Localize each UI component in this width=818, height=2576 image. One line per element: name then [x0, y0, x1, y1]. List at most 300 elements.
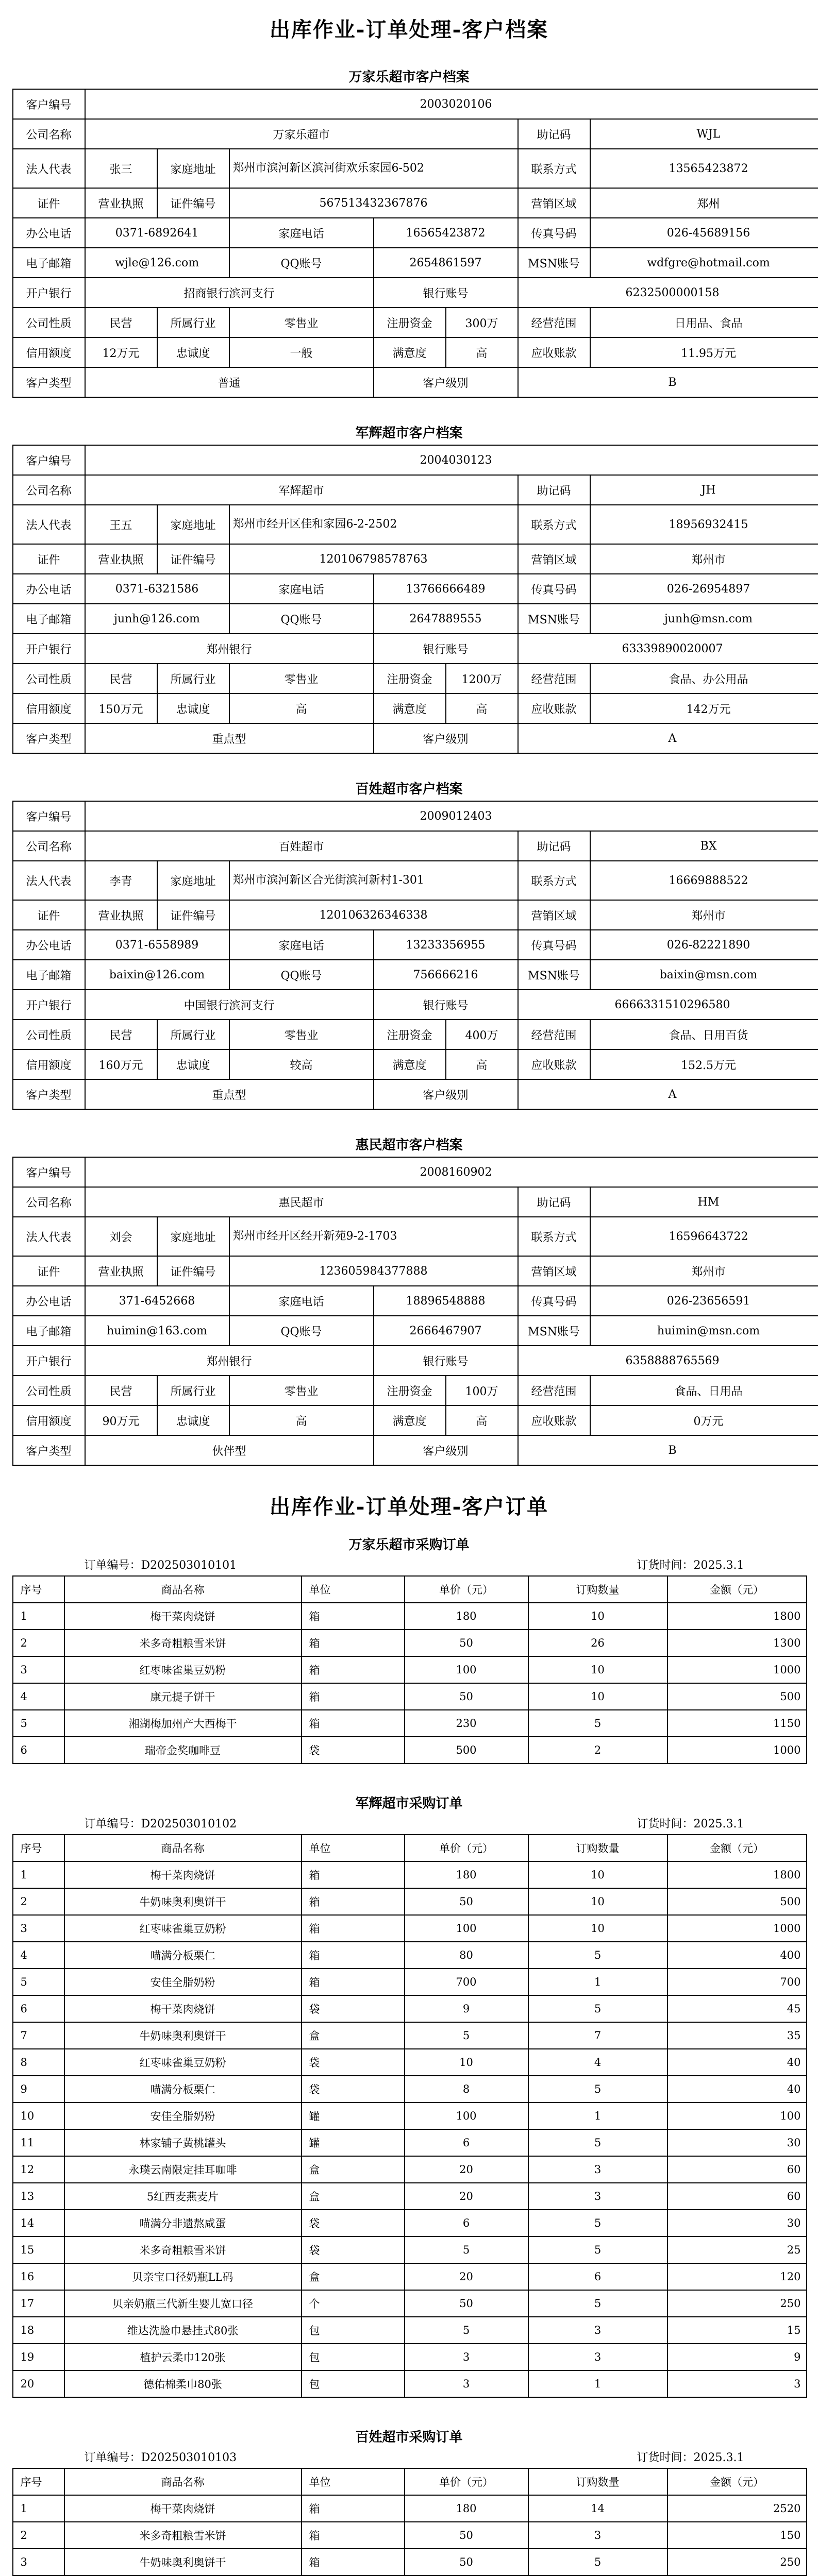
label-home-addr: 家庭地址 [157, 861, 229, 900]
profile-row [13, 831, 818, 861]
label-certificate: 证件 [13, 544, 85, 574]
order-title: 万家乐超市采购订单 [348, 1537, 470, 1553]
cell-amount: 100 [667, 2103, 807, 2129]
bank-value: 郑州银行 [85, 1346, 374, 1376]
cell-unit: 箱 [302, 1603, 405, 1630]
profile-row [13, 664, 818, 693]
loyalty-value: 较高 [229, 1049, 374, 1079]
order-title: 百姓超市采购订单 [355, 2430, 463, 2445]
cell-qty: 3 [528, 2183, 667, 2210]
label-legal-rep: 法人代表 [13, 149, 85, 188]
order-row [13, 2022, 807, 2049]
label-bank: 开户银行 [13, 990, 85, 1020]
label-qq: QQ账号 [229, 248, 374, 278]
cell-amount: 700 [667, 1969, 807, 1995]
loyalty-value: 高 [229, 693, 374, 723]
profile-title: 军辉超市客户档案 [355, 426, 463, 441]
home-phone-value: 13766666489 [374, 574, 518, 604]
cert-no-value: 567513432367876 [229, 188, 518, 218]
cell-qty: 3 [528, 2344, 667, 2370]
order-no [85, 2449, 237, 2465]
profile-row [13, 1346, 818, 1376]
cell-amount: 250 [667, 2549, 807, 2575]
cell-product-name: 喵满分板栗仁 [64, 2076, 302, 2103]
cell-product-name: 红枣味雀巢豆奶粉 [64, 2049, 302, 2076]
label-cust-level: 客户级别 [374, 367, 518, 397]
cert-no-value: 123605984377888 [229, 1256, 518, 1286]
label-contact: 联系方式 [518, 505, 590, 544]
cell-qty: 5 [528, 2129, 667, 2156]
cell-price: 180 [405, 2495, 528, 2522]
order-time-label: 订货时间： [637, 2451, 694, 2464]
cell-product-name: 贝亲奶瓶三代新生婴儿宽口径 [64, 2290, 302, 2317]
cell-unit: 盒 [302, 2022, 405, 2049]
office-phone-value: 0371-6321586 [85, 574, 229, 604]
profile-row [13, 1049, 818, 1079]
industry-value: 零售业 [229, 308, 374, 337]
purchase-order [12, 1793, 806, 2398]
label-bank: 开户银行 [13, 634, 85, 664]
cell-product-name: 德佑棉柔巾80张 [64, 2370, 302, 2397]
profile-table [12, 1157, 818, 1466]
cert-type-value: 营业执照 [85, 900, 157, 930]
profile-row [13, 218, 818, 248]
company-name-value: 万家乐超市 [85, 119, 518, 149]
profile-row [13, 337, 818, 367]
cell-amount: 500 [667, 1683, 807, 1710]
home-phone-value: 18896548888 [374, 1286, 518, 1316]
msn-value: junh@msn.com [590, 604, 818, 634]
cell-qty: 10 [528, 1683, 667, 1710]
profile-row [13, 1217, 818, 1256]
archive-title: 出库作业-订单处理-客户档案 [269, 18, 549, 42]
satisfaction-value: 高 [446, 337, 518, 367]
profiles-container [12, 66, 806, 1466]
label-loyalty: 忠诚度 [157, 1405, 229, 1435]
cell-product-name: 米多奇粗粮雪米饼 [64, 2236, 302, 2263]
reg-capital-value: 1200万 [446, 664, 518, 693]
cell-product-name: 林家铺子黄桃罐头 [64, 2129, 302, 2156]
office-phone-value: 0371-6892641 [85, 218, 229, 248]
cell-amount: 120 [667, 2263, 807, 2290]
cell-unit: 盒 [302, 2183, 405, 2210]
label-email: 电子邮箱 [13, 1316, 85, 1346]
order-table [12, 1834, 807, 2398]
profile-row [13, 1435, 818, 1465]
cell-qty: 1 [528, 2370, 667, 2397]
cell-unit: 箱 [302, 1942, 405, 1969]
cell-unit: 盒 [302, 2156, 405, 2183]
cell-amount: 1000 [667, 1737, 807, 1764]
col-amount-header: 金额（元） [667, 1576, 807, 1603]
cell-qty: 1 [528, 2103, 667, 2129]
cell-product-name: 米多奇粗粮雪米饼 [64, 2522, 302, 2549]
order-no-value: D202503010103 [141, 2451, 237, 2464]
cell-product-name: 牛奶味奥利奥饼干 [64, 1888, 302, 1915]
label-home-phone: 家庭电话 [229, 1286, 374, 1316]
col-qty-header: 订购数量 [528, 1835, 667, 1861]
loyalty-value: 一般 [229, 337, 374, 367]
order-time-label: 订货时间： [637, 1818, 694, 1831]
cell-amount: 1000 [667, 1656, 807, 1683]
cell-seq: 6 [13, 1737, 64, 1764]
office-phone-value: 371-6452668 [85, 1286, 229, 1316]
label-cust-type: 客户类型 [13, 1435, 85, 1465]
fax-value: 026-45689156 [590, 218, 818, 248]
profile-table [12, 801, 818, 1110]
label-fax: 传真号码 [518, 574, 590, 604]
cell-qty: 5 [528, 2290, 667, 2317]
label-bank-acct: 银行账号 [374, 1346, 518, 1376]
label-fax: 传真号码 [518, 218, 590, 248]
cell-unit: 箱 [302, 1656, 405, 1683]
col-unit-header: 单位 [302, 1835, 405, 1861]
nature-value: 民营 [85, 308, 157, 337]
cell-amount: 30 [667, 2129, 807, 2156]
label-cust-level: 客户级别 [374, 723, 518, 753]
cell-unit: 袋 [302, 2049, 405, 2076]
order-row [13, 1737, 807, 1764]
label-home-phone: 家庭电话 [229, 574, 374, 604]
profile-row [13, 308, 818, 337]
label-home-addr: 家庭地址 [157, 1217, 229, 1256]
order-row [13, 2210, 807, 2236]
cert-no-value: 120106326346338 [229, 900, 518, 930]
label-cert-no: 证件编号 [157, 188, 229, 218]
cell-price: 80 [405, 1942, 528, 1969]
cell-amount: 45 [667, 1995, 807, 2022]
cust-level-value: A [518, 723, 818, 753]
order-row [13, 2495, 807, 2522]
profile-row [13, 1286, 818, 1316]
cell-price: 50 [405, 2290, 528, 2317]
cell-qty: 3 [528, 2156, 667, 2183]
label-bank-acct: 银行账号 [374, 634, 518, 664]
receivable-value: 152.5万元 [590, 1049, 818, 1079]
cell-unit: 包 [302, 2317, 405, 2344]
cell-seq: 14 [13, 2210, 64, 2236]
cell-amount: 400 [667, 1942, 807, 1969]
label-qq: QQ账号 [229, 960, 374, 990]
cell-product-name: 湘湖梅加州产大西梅干 [64, 1710, 302, 1737]
cell-product-name: 植护云柔巾120张 [64, 2344, 302, 2370]
area-value: 郑州市 [590, 544, 818, 574]
cell-amount: 150 [667, 2522, 807, 2549]
cell-seq: 19 [13, 2344, 64, 2370]
cell-unit: 箱 [302, 2522, 405, 2549]
cell-amount: 1800 [667, 1603, 807, 1630]
label-satisfaction: 满意度 [374, 1405, 446, 1435]
cell-seq: 16 [13, 2263, 64, 2290]
order-header-row [13, 2468, 807, 2495]
cell-amount: 9 [667, 2344, 807, 2370]
credit-limit-value: 150万元 [85, 693, 157, 723]
purchase-order [12, 1534, 806, 1764]
label-scope: 经营范围 [518, 1020, 590, 1049]
order-table [12, 1575, 807, 1764]
order-title: 军辉超市采购订单 [355, 1796, 463, 1811]
cell-seq: 8 [13, 2049, 64, 2076]
cell-product-name: 牛奶味奥利奥饼干 [64, 2549, 302, 2575]
cell-product-name: 梅干菜肉烧饼 [64, 1861, 302, 1888]
order-header-row [13, 1576, 807, 1603]
cell-product-name: 米多奇粗粮雪米饼 [64, 1630, 302, 1656]
cell-product-name: 康元提子饼干 [64, 1683, 302, 1710]
label-office-phone: 办公电话 [13, 930, 85, 960]
cell-unit: 袋 [302, 1737, 405, 1764]
label-cust-type: 客户类型 [13, 367, 85, 397]
col-seq-header: 序号 [13, 1835, 64, 1861]
profile-row [13, 188, 818, 218]
label-nature: 公司性质 [13, 308, 85, 337]
profile-row [13, 119, 818, 149]
cell-price: 100 [405, 1915, 528, 1942]
order-row [13, 2549, 807, 2575]
cell-qty: 5 [528, 2549, 667, 2575]
col-amount-header: 金额（元） [667, 2468, 807, 2495]
label-office-phone: 办公电话 [13, 1286, 85, 1316]
cell-unit: 箱 [302, 1915, 405, 1942]
order-time [637, 1556, 744, 1572]
cell-price: 3 [405, 2344, 528, 2370]
label-receivable: 应收账款 [518, 693, 590, 723]
cell-seq: 12 [13, 2156, 64, 2183]
col-price-header: 单价（元） [405, 2468, 528, 2495]
label-industry: 所属行业 [157, 664, 229, 693]
label-home-addr: 家庭地址 [157, 149, 229, 188]
cell-seq: 2 [13, 1630, 64, 1656]
label-home-phone: 家庭电话 [229, 218, 374, 248]
scope-value: 日用品、食品 [590, 308, 818, 337]
profile-row [13, 1405, 818, 1435]
profile-row [13, 1316, 818, 1346]
cell-qty: 6 [528, 2263, 667, 2290]
order-row [13, 2522, 807, 2549]
order-row [13, 2370, 807, 2397]
order-no [85, 1815, 237, 1831]
scope-value: 食品、日用百货 [590, 1020, 818, 1049]
cell-amount: 250 [667, 2290, 807, 2317]
label-email: 电子邮箱 [13, 960, 85, 990]
label-company-name: 公司名称 [13, 1187, 85, 1217]
cell-amount: 60 [667, 2156, 807, 2183]
customer-profile-card [12, 1134, 806, 1466]
label-bank-acct: 银行账号 [374, 990, 518, 1020]
label-nature: 公司性质 [13, 1020, 85, 1049]
profile-row [13, 1376, 818, 1405]
cell-price: 5 [405, 2317, 528, 2344]
email-value: baixin@126.com [85, 960, 229, 990]
cell-unit: 箱 [302, 2495, 405, 2522]
order-row [13, 1969, 807, 1995]
satisfaction-value: 高 [446, 1405, 518, 1435]
order-no-value: D202503010101 [141, 1559, 237, 1572]
order-row [13, 2236, 807, 2263]
cell-product-name: 红枣味雀巢豆奶粉 [64, 1656, 302, 1683]
reg-capital-value: 100万 [446, 1376, 518, 1405]
label-mnemonic: 助记码 [518, 1187, 590, 1217]
label-area: 营销区域 [518, 1256, 590, 1286]
purchase-order [12, 2427, 806, 2576]
cell-unit: 包 [302, 2370, 405, 2397]
bank-acct-value: 63339890020007 [518, 634, 818, 664]
cell-amount: 2520 [667, 2495, 807, 2522]
label-legal-rep: 法人代表 [13, 505, 85, 544]
label-msn: MSN账号 [518, 248, 590, 278]
order-time-value: 2025.3.1 [693, 1818, 744, 1831]
label-certificate: 证件 [13, 900, 85, 930]
order-table [12, 2468, 807, 2576]
cell-qty: 10 [528, 1861, 667, 1888]
label-qq: QQ账号 [229, 1316, 374, 1346]
bank-acct-value: 6666331510296580 [518, 990, 818, 1020]
cell-price: 50 [405, 2549, 528, 2575]
cell-seq: 11 [13, 2129, 64, 2156]
order-row [13, 2049, 807, 2076]
orders-title: 出库作业-订单处理-客户订单 [269, 1495, 549, 1519]
reg-capital-value: 400万 [446, 1020, 518, 1049]
cell-seq: 9 [13, 2076, 64, 2103]
cell-qty: 5 [528, 2076, 667, 2103]
order-row [13, 1710, 807, 1737]
profile-row [13, 900, 818, 930]
order-no-label: 订单编号： [84, 1818, 141, 1831]
cell-amount: 25 [667, 2236, 807, 2263]
cell-price: 5 [405, 2236, 528, 2263]
profile-row [13, 1157, 818, 1187]
cell-price: 50 [405, 1888, 528, 1915]
satisfaction-value: 高 [446, 693, 518, 723]
profile-row [13, 1020, 818, 1049]
profile-row [13, 1079, 818, 1109]
cell-unit: 罐 [302, 2103, 405, 2129]
customer-profile-card [12, 66, 806, 398]
cell-seq: 1 [13, 2495, 64, 2522]
mnemonic-value: WJL [590, 119, 818, 149]
profile-row [13, 1256, 818, 1286]
home-addr-value: 郑州市滨河新区合光街滨河新村1-301 [229, 861, 518, 900]
col-qty-header: 订购数量 [528, 2468, 667, 2495]
loyalty-value: 高 [229, 1405, 374, 1435]
profile-row [13, 861, 818, 900]
label-company-name: 公司名称 [13, 475, 85, 505]
cell-product-name: 红枣味雀巢豆奶粉 [64, 1915, 302, 1942]
cell-unit: 箱 [302, 1861, 405, 1888]
cell-product-name: 瑞帝金奖咖啡豆 [64, 1737, 302, 1764]
profile-row [13, 801, 818, 831]
mnemonic-value: BX [590, 831, 818, 861]
cell-product-name: 5红西麦燕麦片 [64, 2183, 302, 2210]
cell-seq: 15 [13, 2236, 64, 2263]
cell-seq: 5 [13, 1710, 64, 1737]
profile-row [13, 990, 818, 1020]
order-header-row [13, 1835, 807, 1861]
cust-type-value: 重点型 [85, 723, 374, 753]
cell-product-name: 喵满分板栗仁 [64, 1942, 302, 1969]
cell-qty: 10 [528, 1888, 667, 1915]
label-msn: MSN账号 [518, 1316, 590, 1346]
label-customer-id: 客户编号 [13, 89, 85, 119]
cell-amount: 3 [667, 2370, 807, 2397]
col-price-header: 单价（元） [405, 1835, 528, 1861]
cell-seq: 5 [13, 1969, 64, 1995]
industry-value: 零售业 [229, 1376, 374, 1405]
cell-amount: 40 [667, 2049, 807, 2076]
fax-value: 026-82221890 [590, 930, 818, 960]
bank-acct-value: 6358888765569 [518, 1346, 818, 1376]
home-phone-value: 13233356955 [374, 930, 518, 960]
cell-seq: 4 [13, 1683, 64, 1710]
contact-value: 16596643722 [590, 1217, 818, 1256]
reg-capital-value: 300万 [446, 308, 518, 337]
orders-container [12, 1534, 806, 2576]
cell-price: 6 [405, 2210, 528, 2236]
contact-value: 13565423872 [590, 149, 818, 188]
cert-type-value: 营业执照 [85, 188, 157, 218]
home-phone-value: 16565423872 [374, 218, 518, 248]
label-loyalty: 忠诚度 [157, 693, 229, 723]
credit-limit-value: 12万元 [85, 337, 157, 367]
customer-profile-card [12, 778, 806, 1110]
cell-qty: 4 [528, 2049, 667, 2076]
order-row [13, 2076, 807, 2103]
nature-value: 民营 [85, 1020, 157, 1049]
cell-seq: 20 [13, 2370, 64, 2397]
contact-value: 18956932415 [590, 505, 818, 544]
profile-title: 百姓超市客户档案 [355, 782, 463, 797]
cell-amount: 1800 [667, 1861, 807, 1888]
cell-unit: 箱 [302, 1630, 405, 1656]
cell-price: 180 [405, 1861, 528, 1888]
label-qq: QQ账号 [229, 604, 374, 634]
qq-value: 756666216 [374, 960, 518, 990]
label-industry: 所属行业 [157, 1376, 229, 1405]
cell-price: 180 [405, 1603, 528, 1630]
profile-row [13, 445, 818, 475]
cell-seq: 17 [13, 2290, 64, 2317]
scope-value: 食品、办公用品 [590, 664, 818, 693]
label-cert-no: 证件编号 [157, 1256, 229, 1286]
col-unit-header: 单位 [302, 1576, 405, 1603]
industry-value: 零售业 [229, 1020, 374, 1049]
home-addr-value: 郑州市经开区佳和家园6-2-2502 [229, 505, 518, 544]
email-value: junh@126.com [85, 604, 229, 634]
label-reg-capital: 注册资金 [374, 664, 446, 693]
legal-rep-value: 李青 [85, 861, 157, 900]
cell-unit: 袋 [302, 2210, 405, 2236]
label-nature: 公司性质 [13, 664, 85, 693]
bank-value: 中国银行滨河支行 [85, 990, 374, 1020]
label-receivable: 应收账款 [518, 337, 590, 367]
cell-qty: 5 [528, 1942, 667, 1969]
label-contact: 联系方式 [518, 1217, 590, 1256]
cell-product-name: 安佳全脂奶粉 [64, 1969, 302, 1995]
label-email: 电子邮箱 [13, 604, 85, 634]
cell-price: 5 [405, 2022, 528, 2049]
cell-amount: 15 [667, 2317, 807, 2344]
customer-id-value: 2009012403 [85, 801, 818, 831]
home-addr-value: 郑州市经开区经开新苑9-2-1703 [229, 1217, 518, 1256]
company-name-value: 百姓超市 [85, 831, 518, 861]
label-msn: MSN账号 [518, 604, 590, 634]
profile-row [13, 634, 818, 664]
profile-row [13, 723, 818, 753]
label-credit-limit: 信用额度 [13, 1405, 85, 1435]
order-row [13, 1888, 807, 1915]
cell-seq: 3 [13, 2549, 64, 2575]
cell-unit: 箱 [302, 1683, 405, 1710]
profile-row [13, 475, 818, 505]
